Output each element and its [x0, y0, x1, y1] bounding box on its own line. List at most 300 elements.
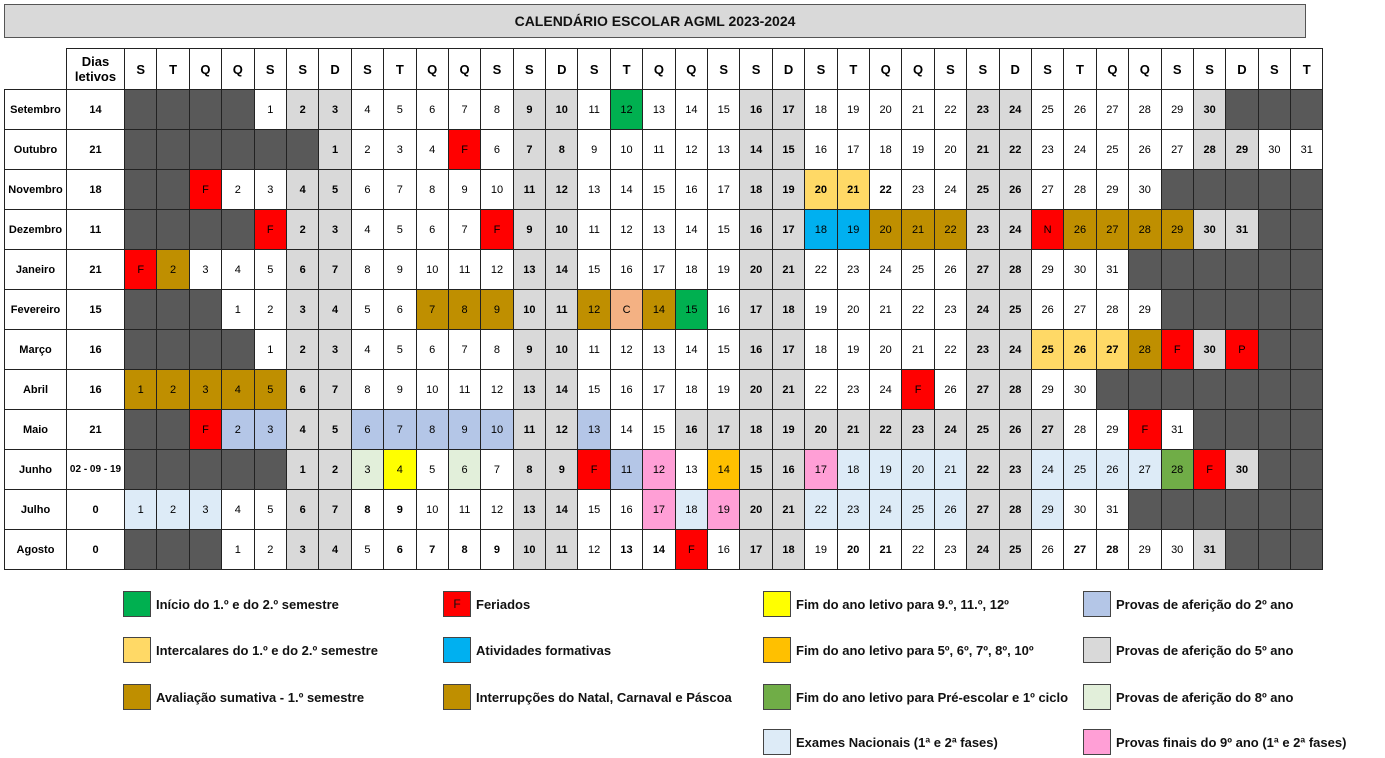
day-cell: 22 [869, 410, 901, 450]
day-cell: 30 [1064, 250, 1096, 290]
day-cell: 30 [1161, 530, 1193, 570]
day-cell: 20 [902, 450, 934, 490]
day-cell: 24 [934, 170, 966, 210]
day-cell: 12 [481, 370, 513, 410]
weekday-header: Q [1096, 49, 1128, 90]
day-cell: 23 [837, 490, 869, 530]
legend-item [123, 591, 339, 617]
day-cell: 4 [222, 370, 254, 410]
day-cell: 26 [1031, 290, 1063, 330]
day-cell: 8 [416, 410, 448, 450]
day-cell: 28 [1129, 210, 1161, 250]
month-name: Maio [5, 410, 67, 450]
empty-day-cell [1258, 250, 1290, 290]
legend-item [763, 729, 998, 755]
legend-item [123, 637, 378, 663]
empty-day-cell [1258, 370, 1290, 410]
day-cell: 14 [546, 370, 578, 410]
day-cell: 15 [708, 90, 740, 130]
empty-day-cell [1226, 170, 1258, 210]
legend-swatch [763, 637, 791, 663]
day-cell: 23 [967, 90, 999, 130]
day-cell: 27 [1096, 210, 1128, 250]
empty-day-cell [1258, 90, 1290, 130]
day-cell: 25 [999, 530, 1031, 570]
weekday-header: T [157, 49, 189, 90]
day-cell: 7 [384, 410, 416, 450]
day-cell: 8 [546, 130, 578, 170]
day-cell: 11 [546, 290, 578, 330]
month-row [5, 210, 1323, 250]
day-cell: F [1129, 410, 1161, 450]
month-row [5, 490, 1323, 530]
day-cell: 27 [967, 370, 999, 410]
day-cell: 28 [1193, 130, 1225, 170]
empty-day-cell [1291, 330, 1323, 370]
empty-day-cell [1193, 490, 1225, 530]
legend-label: Interrupções do Natal, Carnaval e Páscoa [476, 689, 732, 705]
weekday-header: S [708, 49, 740, 90]
day-cell: 4 [351, 210, 383, 250]
empty-day-cell [157, 210, 189, 250]
empty-day-cell [1226, 250, 1258, 290]
empty-day-cell [125, 210, 157, 250]
empty-day-cell [125, 90, 157, 130]
day-cell: 16 [610, 250, 642, 290]
weekday-header: Q [222, 49, 254, 90]
weekday-header: S [967, 49, 999, 90]
day-cell: 16 [708, 290, 740, 330]
day-cell: 8 [416, 170, 448, 210]
empty-day-cell [157, 290, 189, 330]
legend-item [443, 637, 611, 663]
empty-day-cell [1129, 250, 1161, 290]
day-cell: 19 [708, 370, 740, 410]
day-cell: 23 [999, 450, 1031, 490]
day-cell: 15 [643, 410, 675, 450]
day-cell: 19 [772, 410, 804, 450]
day-cell: 23 [837, 250, 869, 290]
day-cell: 13 [578, 410, 610, 450]
day-cell: 8 [448, 290, 480, 330]
day-cell: 21 [837, 410, 869, 450]
day-cell: 22 [902, 290, 934, 330]
empty-day-cell [1258, 530, 1290, 570]
day-cell: 24 [869, 250, 901, 290]
day-cell: 2 [286, 330, 318, 370]
day-cell: 1 [319, 130, 351, 170]
weekday-header: Q [675, 49, 707, 90]
day-cell: 11 [578, 210, 610, 250]
day-cell: 10 [610, 130, 642, 170]
day-cell: 26 [1031, 530, 1063, 570]
day-cell: 12 [610, 330, 642, 370]
day-cell: 23 [902, 170, 934, 210]
day-cell: 8 [351, 250, 383, 290]
day-cell: 5 [416, 450, 448, 490]
day-cell: 15 [708, 210, 740, 250]
day-cell: 31 [1096, 250, 1128, 290]
weekday-header: S [578, 49, 610, 90]
day-cell: 19 [837, 330, 869, 370]
day-cell: 19 [837, 210, 869, 250]
day-cell: 29 [1226, 130, 1258, 170]
day-cell: 5 [384, 210, 416, 250]
weekday-header: Q [1129, 49, 1161, 90]
day-cell: 17 [805, 450, 837, 490]
weekday-header: S [125, 49, 157, 90]
day-cell: 11 [448, 250, 480, 290]
weekday-header: S [1031, 49, 1063, 90]
weekday-header: Q [416, 49, 448, 90]
month-row [5, 90, 1323, 130]
day-cell: 4 [222, 490, 254, 530]
empty-day-cell [189, 530, 221, 570]
corner-cell [5, 49, 67, 90]
legend-item [1083, 729, 1346, 755]
empty-day-cell [222, 130, 254, 170]
month-row [5, 170, 1323, 210]
day-cell: 30 [1064, 370, 1096, 410]
day-cell: 18 [805, 210, 837, 250]
day-cell: 4 [319, 290, 351, 330]
day-cell: 20 [837, 530, 869, 570]
day-cell: 22 [805, 370, 837, 410]
day-cell: 16 [610, 490, 642, 530]
day-cell: 3 [384, 130, 416, 170]
day-cell: 7 [448, 330, 480, 370]
day-cell: 8 [351, 370, 383, 410]
day-cell: 12 [610, 90, 642, 130]
day-cell: 27 [1031, 410, 1063, 450]
day-cell: 13 [610, 530, 642, 570]
day-cell: 17 [772, 330, 804, 370]
day-cell: 20 [740, 490, 772, 530]
day-cell: 22 [805, 250, 837, 290]
day-cell: 6 [481, 130, 513, 170]
day-cell: 22 [869, 170, 901, 210]
empty-day-cell [1193, 370, 1225, 410]
day-cell: 24 [967, 290, 999, 330]
day-cell: 2 [157, 250, 189, 290]
day-cell: 24 [967, 530, 999, 570]
day-cell: 6 [286, 490, 318, 530]
day-cell: 16 [675, 410, 707, 450]
day-cell: 22 [934, 90, 966, 130]
day-cell: 18 [772, 530, 804, 570]
empty-day-cell [189, 330, 221, 370]
day-cell: 13 [513, 250, 545, 290]
day-cell: 21 [934, 450, 966, 490]
day-cell: 29 [1031, 490, 1063, 530]
day-cell: 21 [902, 330, 934, 370]
day-cell: 22 [967, 450, 999, 490]
weekday-header: S [513, 49, 545, 90]
day-cell: 7 [448, 90, 480, 130]
day-cell: 13 [708, 130, 740, 170]
day-cell: 12 [610, 210, 642, 250]
empty-day-cell [1161, 370, 1193, 410]
day-cell: 23 [1031, 130, 1063, 170]
day-cell: 21 [772, 490, 804, 530]
day-cell: 28 [1161, 450, 1193, 490]
day-cell: 11 [610, 450, 642, 490]
month-name: Abril [5, 370, 67, 410]
day-cell: 12 [481, 250, 513, 290]
day-cell: F [448, 130, 480, 170]
day-cell: 20 [740, 370, 772, 410]
day-cell: 31 [1226, 210, 1258, 250]
day-cell: 16 [805, 130, 837, 170]
day-cell: 14 [643, 290, 675, 330]
day-cell: N [1031, 210, 1063, 250]
weekday-header: T [1291, 49, 1323, 90]
day-cell: 20 [869, 210, 901, 250]
empty-day-cell [1226, 530, 1258, 570]
day-cell: 18 [740, 170, 772, 210]
legend-swatch [443, 684, 471, 710]
day-cell: 5 [254, 250, 286, 290]
day-cell: 31 [1096, 490, 1128, 530]
weekday-header: S [1161, 49, 1193, 90]
day-cell: 2 [157, 490, 189, 530]
legend-item [763, 684, 1068, 710]
empty-day-cell [1193, 290, 1225, 330]
day-cell: 9 [384, 250, 416, 290]
empty-day-cell [1258, 290, 1290, 330]
day-cell: 25 [902, 250, 934, 290]
empty-day-cell [222, 90, 254, 130]
day-cell: 16 [675, 170, 707, 210]
day-cell: 30 [1064, 490, 1096, 530]
legend-swatch [1083, 684, 1111, 710]
day-cell: 6 [384, 530, 416, 570]
day-cell: 3 [254, 410, 286, 450]
day-cell: 9 [513, 210, 545, 250]
day-cell: 2 [222, 170, 254, 210]
legend-swatch [1083, 637, 1111, 663]
empty-day-cell [1096, 370, 1128, 410]
month-row [5, 450, 1323, 490]
empty-day-cell [1258, 490, 1290, 530]
day-cell: 5 [254, 490, 286, 530]
empty-day-cell [1129, 490, 1161, 530]
day-cell: 31 [1161, 410, 1193, 450]
day-cell: 19 [708, 490, 740, 530]
empty-day-cell [1226, 90, 1258, 130]
legend-swatch [763, 729, 791, 755]
weekday-header: D [772, 49, 804, 90]
day-cell: F [1193, 450, 1225, 490]
day-cell: 17 [643, 370, 675, 410]
empty-day-cell [1193, 170, 1225, 210]
empty-day-cell [125, 530, 157, 570]
day-cell: F [481, 210, 513, 250]
month-name: Julho [5, 490, 67, 530]
day-cell: 14 [675, 330, 707, 370]
empty-day-cell [1193, 250, 1225, 290]
legend-swatch [123, 591, 151, 617]
empty-day-cell [222, 210, 254, 250]
day-cell: 9 [448, 410, 480, 450]
day-cell: 29 [1129, 530, 1161, 570]
legend-item [1083, 637, 1293, 663]
legend-item [443, 591, 530, 617]
day-cell: 3 [286, 530, 318, 570]
legend-label: Fim do ano letivo para 9.º, 11.º, 12º [796, 596, 1009, 612]
day-cell: 21 [837, 170, 869, 210]
day-cell: 15 [578, 490, 610, 530]
day-cell: 13 [643, 210, 675, 250]
empty-day-cell [1291, 530, 1323, 570]
day-cell: 16 [740, 330, 772, 370]
day-cell: 25 [902, 490, 934, 530]
day-cell: 11 [513, 170, 545, 210]
day-cell: 10 [513, 290, 545, 330]
day-cell: 28 [999, 370, 1031, 410]
empty-day-cell [189, 210, 221, 250]
legend-swatch [763, 591, 791, 617]
empty-day-cell [1161, 170, 1193, 210]
month-row [5, 290, 1323, 330]
empty-day-cell [125, 290, 157, 330]
day-cell: 18 [740, 410, 772, 450]
day-cell: 7 [319, 370, 351, 410]
day-cell: 11 [546, 530, 578, 570]
weekday-header: Q [189, 49, 221, 90]
day-cell: 22 [999, 130, 1031, 170]
empty-day-cell [125, 330, 157, 370]
legend-item [763, 591, 1009, 617]
day-cell: 25 [967, 170, 999, 210]
day-cell: 28 [999, 250, 1031, 290]
day-cell: 17 [708, 170, 740, 210]
day-cell: 30 [1193, 90, 1225, 130]
day-cell: 14 [610, 410, 642, 450]
day-cell: 31 [1291, 130, 1323, 170]
day-cell: 21 [869, 290, 901, 330]
weekday-header: D [999, 49, 1031, 90]
calendar-title: CALENDÁRIO ESCOLAR AGML 2023-2024 [4, 4, 1306, 38]
day-cell: 14 [708, 450, 740, 490]
month-name: Junho [5, 450, 67, 490]
empty-day-cell [189, 290, 221, 330]
day-cell: 1 [125, 370, 157, 410]
day-cell: 24 [999, 210, 1031, 250]
day-cell: C [610, 290, 642, 330]
day-cell: 1 [222, 530, 254, 570]
day-cell: 9 [384, 490, 416, 530]
day-cell: 3 [319, 330, 351, 370]
day-cell: 17 [740, 530, 772, 570]
empty-day-cell [1161, 490, 1193, 530]
empty-day-cell [1258, 410, 1290, 450]
day-cell: 17 [772, 90, 804, 130]
legend-swatch [1083, 591, 1111, 617]
day-cell: 14 [610, 170, 642, 210]
day-cell: 29 [1096, 410, 1128, 450]
day-cell: 10 [481, 410, 513, 450]
day-cell: 2 [319, 450, 351, 490]
weekday-header: S [351, 49, 383, 90]
legend-swatch [123, 684, 151, 710]
day-cell: 9 [448, 170, 480, 210]
weekday-header: T [837, 49, 869, 90]
day-cell: 1 [254, 330, 286, 370]
day-cell: 23 [967, 330, 999, 370]
day-cell: 27 [1064, 530, 1096, 570]
weekday-header: T [1064, 49, 1096, 90]
legend-label: Fim do ano letivo para 5º, 6º, 7º, 8º, 10º [796, 642, 1034, 658]
day-cell: 9 [578, 130, 610, 170]
day-cell: 13 [643, 90, 675, 130]
day-cell: 7 [513, 130, 545, 170]
day-cell: 20 [805, 170, 837, 210]
day-cell: 16 [740, 90, 772, 130]
day-cell: 4 [351, 330, 383, 370]
day-cell: 24 [934, 410, 966, 450]
dias-letivos-count: 18 [67, 170, 125, 210]
day-cell: 5 [319, 170, 351, 210]
day-cell: 19 [869, 450, 901, 490]
day-cell: 29 [1031, 250, 1063, 290]
day-cell: 2 [286, 90, 318, 130]
day-cell: 18 [805, 90, 837, 130]
empty-day-cell [1291, 90, 1323, 130]
month-name: Outubro [5, 130, 67, 170]
day-cell: 30 [1129, 170, 1161, 210]
day-cell: 20 [740, 250, 772, 290]
month-name: Dezembro [5, 210, 67, 250]
day-cell: 14 [675, 210, 707, 250]
day-cell: F [254, 210, 286, 250]
day-cell: 10 [513, 530, 545, 570]
day-cell: 1 [254, 90, 286, 130]
day-cell: 18 [675, 490, 707, 530]
empty-day-cell [286, 130, 318, 170]
day-cell: 11 [578, 330, 610, 370]
weekday-header: S [740, 49, 772, 90]
legend-label: Intercalares do 1.º e do 2.º semestre [156, 642, 378, 658]
calendar-table [4, 48, 1323, 570]
empty-day-cell [1291, 370, 1323, 410]
day-cell: 9 [546, 450, 578, 490]
empty-day-cell [125, 130, 157, 170]
day-cell: 20 [837, 290, 869, 330]
day-cell: 2 [157, 370, 189, 410]
legend-swatch: F [443, 591, 471, 617]
day-cell: 28 [1096, 290, 1128, 330]
day-cell: 13 [513, 370, 545, 410]
day-cell: 18 [675, 250, 707, 290]
weekday-header: S [805, 49, 837, 90]
day-cell: 9 [513, 330, 545, 370]
dias-letivos-header: Dias letivos [67, 49, 125, 90]
month-row [5, 130, 1323, 170]
day-cell: 13 [578, 170, 610, 210]
empty-day-cell [1291, 210, 1323, 250]
day-cell: 28 [1129, 330, 1161, 370]
day-cell: 30 [1193, 330, 1225, 370]
day-cell: 8 [481, 90, 513, 130]
day-cell: 2 [286, 210, 318, 250]
day-cell: 3 [189, 490, 221, 530]
day-cell: 4 [222, 250, 254, 290]
weekday-header: S [481, 49, 513, 90]
day-cell: 9 [384, 370, 416, 410]
day-cell: 19 [805, 530, 837, 570]
day-cell: F [189, 170, 221, 210]
